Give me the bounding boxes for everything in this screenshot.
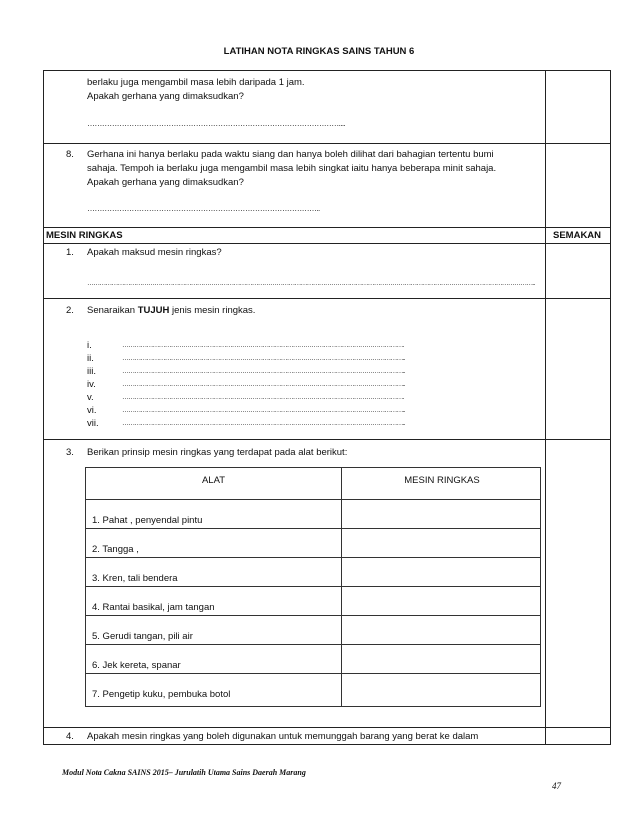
machine-answer-cell[interactable] <box>342 499 540 528</box>
table-right-border <box>610 70 611 745</box>
machine-answer-cell[interactable] <box>342 557 540 586</box>
q7-text-line: Apakah gerhana yang dimaksudkan? <box>87 91 244 102</box>
row-divider <box>43 727 611 728</box>
q2-item-number: i. <box>87 340 92 351</box>
q8-answer-blank[interactable]: ………………………………………………………………………………….. <box>87 204 320 213</box>
machine-answer-cell[interactable] <box>342 673 540 702</box>
q2-item-number: v. <box>87 392 94 403</box>
q2-text-bold: TUJUH <box>137 305 170 316</box>
machine-answer-cell[interactable] <box>342 644 540 673</box>
table-left-border <box>43 70 44 745</box>
q2-number: 2. <box>66 305 74 316</box>
q3-number: 3. <box>66 447 74 458</box>
q2-text-after: jenis mesin ringkas. <box>169 305 256 316</box>
q2-text-before: Senaraikan <box>87 305 138 316</box>
tool-cell: 5. Gerudi tangan, pili air <box>92 631 193 642</box>
tool-cell: 1. Pahat , penyendal pintu <box>92 515 203 526</box>
q1-text: Apakah maksud mesin ringkas? <box>87 247 222 258</box>
q8-text-line: Apakah gerhana yang dimaksudkan? <box>87 177 244 188</box>
q2-item-blank[interactable]: ………………………………………………………………………………………………………………………….. <box>122 407 405 414</box>
footer-module-credit: Modul Nota Cakna SAINS 2015– Jurulatih Utama Sains Daerah Marang <box>62 768 306 777</box>
col-header-machine: MESIN RINGKAS <box>404 475 480 486</box>
q8-number: 8. <box>66 149 74 160</box>
q2-item-blank[interactable]: ………………………………………………………………………………………………………………………….. <box>122 355 405 362</box>
q2-item-number: iii. <box>87 366 96 377</box>
table-bottom-border <box>43 744 611 745</box>
tool-cell: 2. Tangga , <box>92 544 139 555</box>
check-column-divider <box>545 70 546 745</box>
q7-answer-blank[interactable]: ………………………………………………………………………………………….... <box>87 119 346 128</box>
q2-item-number: iv. <box>87 379 96 390</box>
q8-text-line: Gerhana ini hanya berlaku pada waktu siang dan hanya boleh dilihat dari bahagian tertentu bumi <box>87 149 494 160</box>
col-header-tool: ALAT <box>201 475 226 486</box>
q7-text-line: berlaku juga mengambil masa lebih daripada 1 jam. <box>87 77 305 88</box>
q4-number: 4. <box>66 731 74 742</box>
table-top-border <box>43 70 611 71</box>
page-number: 47 <box>552 781 561 791</box>
tool-machine-table <box>85 467 541 707</box>
tool-cell: 7. Pengetip kuku, pembuka botol <box>92 689 231 700</box>
page-title: LATIHAN NOTA RINGKAS SAINS TAHUN 6 <box>223 46 415 57</box>
q2-item-blank[interactable]: ………………………………………………………………………………………………………………………….. <box>122 420 405 427</box>
row-divider <box>43 298 611 299</box>
q2-item-blank[interactable]: ………………………………………………………………………………………………………………………….. <box>122 368 405 375</box>
row-divider <box>43 227 611 228</box>
machine-answer-cell[interactable] <box>342 528 540 557</box>
q1-answer-blank[interactable]: ………………………………………………………………………………………………………………………………………………………………………………………………….. <box>87 280 535 287</box>
q2-item-blank[interactable]: …………………………………………………………………………………………………………………………. <box>122 342 404 349</box>
row-divider <box>43 143 611 144</box>
q1-number: 1. <box>66 247 74 258</box>
q8-text-line: sahaja. Tempoh ia berlaku juga mengambil masa lebih singkat iaitu hanya beberapa minit sahaja. <box>87 163 497 174</box>
q3-text: Berikan prinsip mesin ringkas yang terdapat pada alat berikut: <box>87 447 348 458</box>
q4-text: Apakah mesin ringkas yang boleh digunakan untuk memunggah barang yang berat ke dalam <box>87 731 479 742</box>
row-divider <box>43 243 611 244</box>
q2-item-number: vii. <box>87 418 99 429</box>
check-column-header: SEMAKAN <box>553 230 602 241</box>
machine-answer-cell[interactable] <box>342 615 540 644</box>
q2-item-blank[interactable]: ………………………………………………………………………………………………………………………….. <box>122 381 405 388</box>
q2-item-number: ii. <box>87 353 94 364</box>
q2-item-blank[interactable]: …………………………………………………………………………………………………………………………. <box>122 394 404 401</box>
section-title: MESIN RINGKAS <box>46 230 123 241</box>
q2-text <box>87 304 255 318</box>
tool-cell: 6. Jek kereta, spanar <box>92 660 181 671</box>
q2-item-number: vi. <box>87 405 97 416</box>
row-divider <box>43 439 611 440</box>
tool-cell: 3. Kren, tali bendera <box>92 573 178 584</box>
tool-cell: 4. Rantai basikal, jam tangan <box>92 602 215 613</box>
machine-answer-cell[interactable] <box>342 586 540 615</box>
